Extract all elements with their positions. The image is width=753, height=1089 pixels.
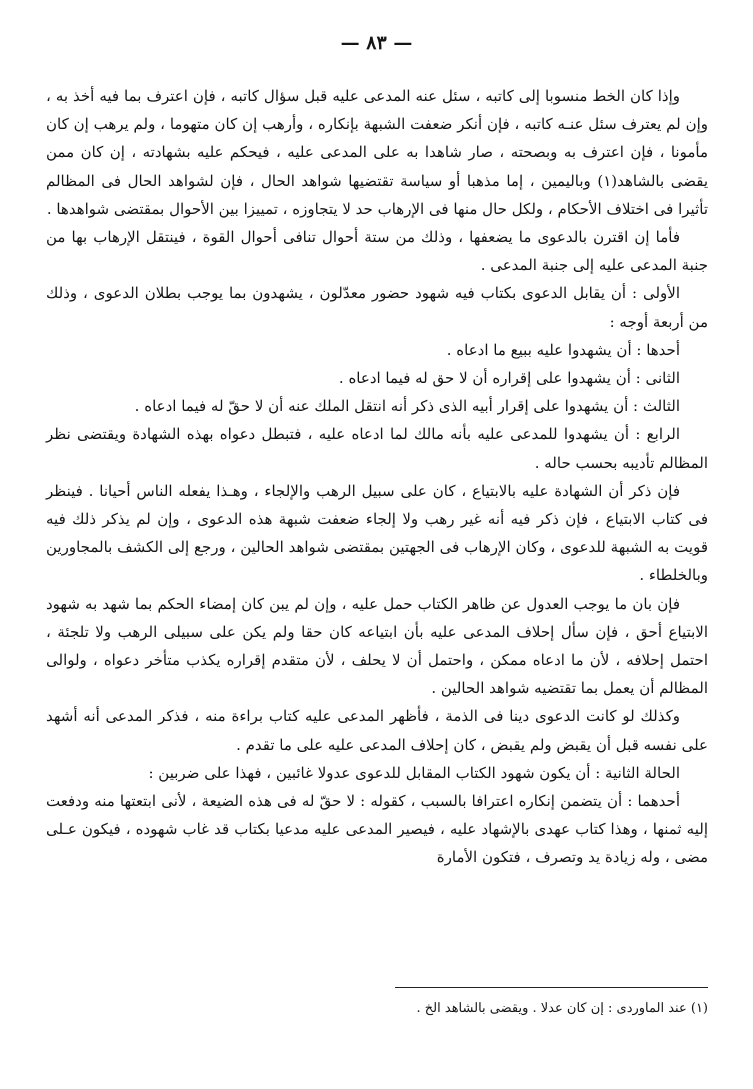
paragraph: الحالة الثانية : أن يكون شهود الكتاب المقابل للدعوى عدولا غائبين ، فهذا على ضربين : [148,763,680,782]
paragraph: فإن بان ما يوجب العدول عن ظاهر الكتاب حمل عليه ، وإن لم يبن كان إمضاء الحكم بما شهد به شهود الابتياع أحق ، فإن سأل إحلاف المدعى عليه بأن ابتياعه كان حقا ولم يكن على سبيلى الرهب ولا تلجئة ، احتمل إحلافه ، لأن ما ادعاه ممكن ، واحتمل أن لا يحلف ، لأن متقدم إقراره يكذب متأخر دعواه ، ولوالى المظالم أن يعمل بما تقتضيه شواهد الحالين . [46,594,708,698]
page-number: — ٨٣ — [340,32,413,54]
footnote: (١) عند الماوردى : إن كان عدلا . ويقضى بالشاهد الخ . [416,1001,708,1016]
paragraph: فأما إن اقترن بالدعوى ما يضعفها ، وذلك من ستة أحوال تنافى أحوال القوة ، فينتقل الإرهاب بها من جنبة المدعى عليه إلى جنبة المدعى . [46,228,708,275]
paragraph: الأولى : أن يقابل الدعوى بكتاب فيه شهود حضور معدّلون ، يشهدون بما يوجب بطلان الدعوى ، وذلك من أربعة أوجه : [46,284,708,331]
paragraph: فإن ذكر أن الشهادة عليه بالابتياع ، كان على سبيل الرهب والإلجاء ، وهـذا يفعله الناس أحيانا . فينظر فى كتاب الابتياع ، فإن ذكر فيه أنه غير رهب ولا إلجاء ضعفت شبهة هذه الدعوى ، وإن لم يذكر ذلك فيه قويت به الشبهة للدعوى ، وكان الإرهاب فى الجهتين بمقتضى شواهد الحالين ، ورجع إلى الكشف بالمجاورين وبالخلطاء . [46,481,708,585]
footnote-divider [395,987,708,988]
paragraph: وإذا كان الخط منسوبا إلى كاتبه ، سئل عنه المدعى عليه قبل سؤال كاتبه ، فإن اعترف بما فيه أخذ به ، وإن لم يعترف سئل عنـه كاتبه ، فإن أنكر ضعفت الشبهة بإنكاره ، وأرهب إن كان متهوما ، ولم يرهب إن كان مأمونا ، فإن اعترف به وبصحته ، صار شاهدا به على المدعى عليه ، فيحكم عليه بشهادته ، إن كان ممن يقضى بالشاهد(١) وباليمين ، إما مذهبا أو سياسة تقتضيها شواهد الحال ، فإن لشواهد الحال فى المظالم تأثيرا فى اختلاف الأحكام ، ولكل حال منها فى الإرهاب حد لا يتجاوزه ، تمييزا بين الأحوال بمقتضى شواهدها . [46,87,708,218]
list-item: الثانى : أن يشهدوا على إقراره أن لا حق له فيما ادعاه . [338,369,680,388]
paragraph: أحدهما : أن يتضمن إنكاره اعترافا بالسبب ، كقوله : لا حقّ له فى هذه الضيعة ، لأنى ابتعتها منه ودفعت إليه ثمنها ، وهذا كتاب عهدى بالإشهاد عليه ، فيصير المدعى عليه مدعيا بكتاب قد غاب شهوده ، فيكون عـلى مضى ، وله زيادة يد وتصرف ، فتكون الأمارة [46,792,708,867]
list-item: الرابع : أن يشهدوا للمدعى عليه بأنه مالك لما ادعاه عليه ، فتبطل دعواه بهذه الشهادة ويقتضى نظر المظالم تأديبه بحسب حاله . [46,425,708,472]
paragraph: وكذلك لو كانت الدعوى دينا فى الذمة ، فأظهر المدعى عليه كتاب براءة منه ، فذكر المدعى أنه أشهد على نفسه قبل أن يقبض ولم يقبض ، كان إحلاف المدعى عليه على ما تقدم . [46,707,708,754]
list-item: الثالث : أن يشهدوا على إقرار أبيه الذى ذكر أنه انتقل الملك عنه أن لا حقّ له فيما ادعاه . [134,397,680,416]
list-item: أحدها : أن يشهدوا عليه ببيع ما ادعاه . [446,340,680,359]
body-text [46,82,708,872]
